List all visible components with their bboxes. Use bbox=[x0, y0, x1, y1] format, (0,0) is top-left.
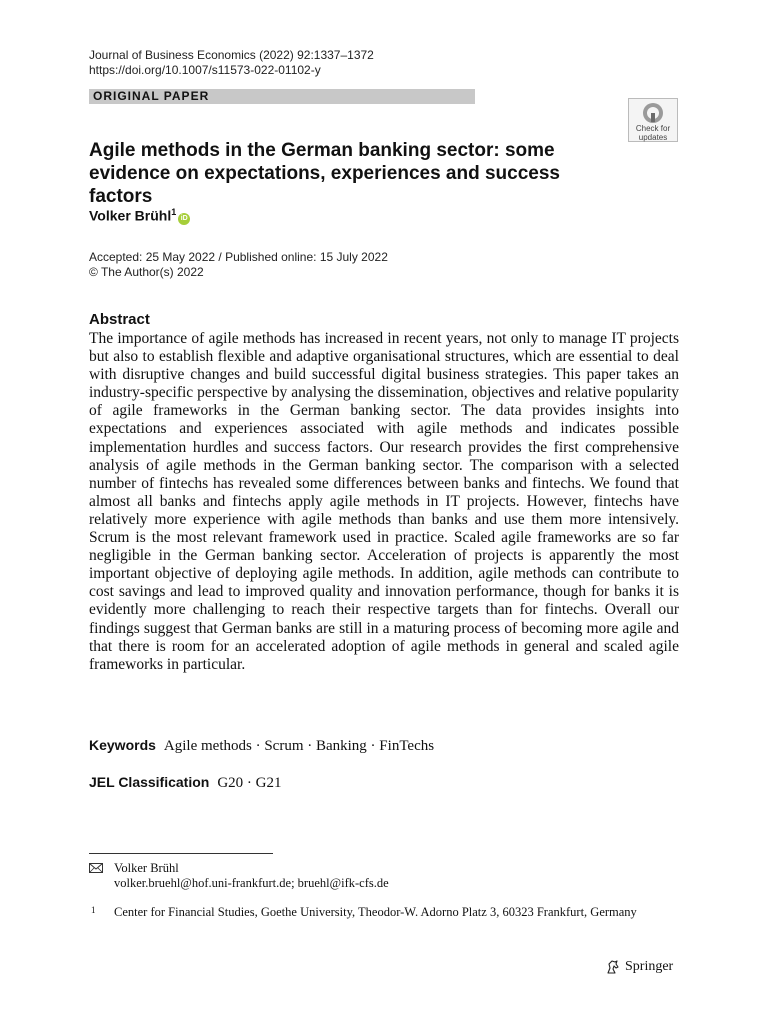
corresponding-name: Volker Brühl bbox=[114, 861, 179, 875]
jel-label: JEL Classification bbox=[89, 774, 210, 790]
springer-horse-icon bbox=[605, 959, 621, 975]
publication-dates bbox=[89, 250, 388, 280]
jel-classification-line bbox=[89, 774, 282, 792]
article-title: Agile methods in the German banking sector: some evidence on expectations, experiences and success factors bbox=[89, 140, 561, 207]
crossmark-line1: Check for bbox=[635, 124, 671, 133]
journal-header bbox=[89, 48, 374, 78]
footnote-divider bbox=[89, 853, 273, 854]
keywords-label: Keywords bbox=[89, 737, 156, 753]
journal-citation: Journal of Business Economics (2022) 92:1337–1372 bbox=[89, 48, 374, 62]
corresponding-author bbox=[89, 861, 389, 891]
publisher-name: Springer bbox=[625, 959, 674, 974]
jel-text: G20 · G21 bbox=[217, 775, 282, 791]
keywords-text: Agile methods · Scrum · Banking · FinTechs bbox=[163, 738, 435, 754]
keywords-line bbox=[89, 737, 434, 755]
abstract-heading: Abstract bbox=[89, 311, 150, 328]
author-line bbox=[89, 207, 190, 225]
author-name: Volker Brühl bbox=[89, 207, 172, 224]
corresponding-email[interactable]: volker.bruehl@hof.uni-frankfurt.de; bruehl@ifk-cfs.de bbox=[114, 876, 389, 890]
orcid-icon[interactable]: iD bbox=[178, 213, 190, 225]
abstract-text: The importance of agile methods has increased in recent years, not only to manage IT projects but also to establish flexible and adaptive organisational structures, which are essential to deal with disruptive changes and build successful digital business strategies. This paper takes an industry-specific perspective by analysing the dissemination, objectives and relative popularity of agile frameworks in the German banking sector. The data provides insights into expectations and experiences associated with agile methods and indicates possible implementation hurdles and success factors. Our research provides the first comprehensive analysis of agile methods in the German banking sector. The comparison with a selected number of fintechs has revealed some differences between banks and fintechs. We found that almost all banks and fintechs apply agile methods in IT projects. However, fintechs have relatively more experience with agile methods than banks and use them more intensively. Scrum is the most relevant framework used in practice. Scaled agile frameworks are so far negligible in the German banking sector. Acceleration of projects is apparently the most important objective of deploying agile methods. In addition, agile methods can contribute to cost savings and lead to improved quality and innovation performance, though for banks it is evidently more challenging to reach their respective targets than for fintechs. Overall our findings suggest that German banks are still in a maturing process of becoming more agile and that there is room for an accelerated adoption of agile methods in general and scaled agile frameworks in particular. bbox=[89, 330, 679, 673]
publisher-logo bbox=[605, 959, 673, 975]
author-affiliation-marker: 1 bbox=[171, 207, 177, 217]
affiliation-number: 1 bbox=[91, 905, 96, 915]
crossmark-icon bbox=[642, 102, 664, 124]
dates-line: Accepted: 25 May 2022 / Published online: 15 July 2022 bbox=[89, 250, 388, 264]
affiliation-footnote bbox=[89, 905, 674, 920]
affiliation-text: Center for Financial Studies, Goethe University, Theodor-W. Adorno Platz 3, 60323 Frankfurt, Germany bbox=[114, 905, 637, 919]
copyright-line: © The Author(s) 2022 bbox=[89, 265, 204, 279]
crossmark-line2: updates bbox=[638, 133, 668, 142]
check-for-updates-badge[interactable] bbox=[628, 98, 678, 142]
doi-link[interactable]: https://doi.org/10.1007/s11573-022-01102-y bbox=[89, 63, 321, 77]
article-type-banner: ORIGINAL PAPER bbox=[89, 89, 475, 104]
envelope-icon bbox=[89, 863, 103, 873]
